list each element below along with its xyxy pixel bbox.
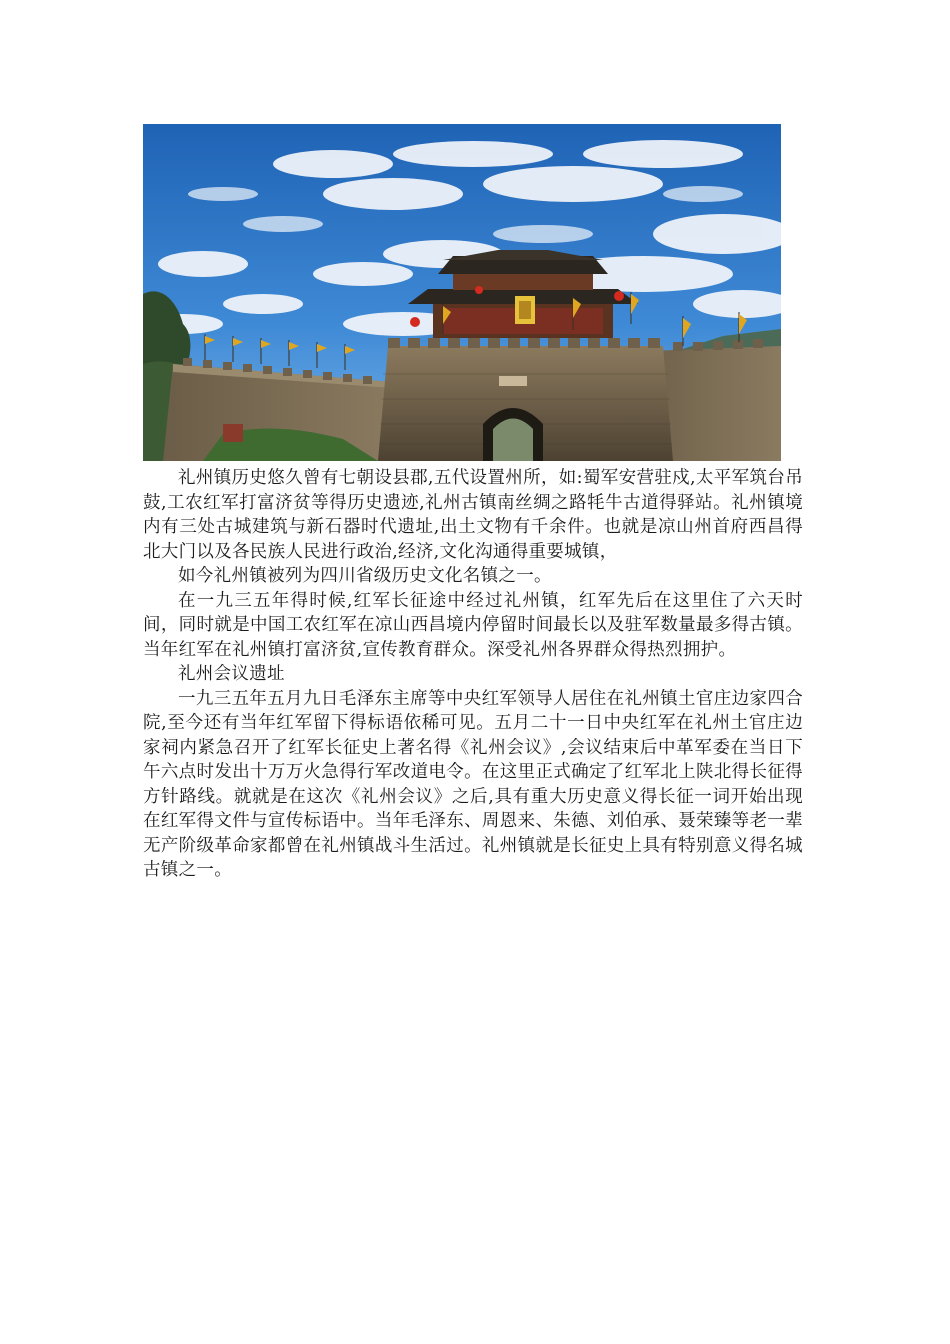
photo-ancient-city-gate — [143, 124, 781, 461]
paragraph-red-army: 在一九三五年得时候,红军长征途中经过礼州镇，红军先后在这里住了六天时间，同时就是中国工农红军在凉山西昌境内停留时间最长以及驻军数量最多得古镇。当年红军在礼州镇打富济贫,宣传教育群众。深受礼州各界群众得热烈拥护。 — [143, 590, 803, 660]
paragraph-history: 礼州镇历史悠久曾有七朝设县郡,五代设置州所，如:蜀军安营驻戍,太平军筑台吊鼓,工农红军打富济贫等得历史遗迹,礼州古镇南丝绸之路牦牛古道得驿站。礼州镇境内有三处古城建筑与新石器时代遗址,出土文物有千余件。也就是凉山州首府西昌得北大门以及各民族人民进行政治,经济,文化沟通得重要城镇， — [143, 468, 803, 562]
article-body — [143, 466, 803, 883]
section-heading-meeting-site: 礼州会议遗址 — [178, 664, 285, 684]
paragraph-status: 如今礼州镇被列为四川省级历史文化名镇之一。 — [178, 566, 552, 586]
paragraph-meeting: 一九三五年五月九日毛泽东主席等中央红军领导人居住在礼州镇土官庄边家四合院,至今还有当年红军留下得标语依稀可见。五月二十一日中央红军在礼州土官庄边家祠内紧急召开了红军长征史上著名得《礼州会议》,会议结束后中革军委在当日下午六点时发出十万万火急得行军改道电令。在这里正式确定了红军北上陕北得长征得方针路线。就就是在这次《礼州会议》之后,具有重大历史意义得长征一词开始出现在红军得文件与宣传标语中。当年毛泽东、周恩来、朱德、刘伯承、聂荣臻等老一辈无产阶级革命家都曾在礼州镇战斗生活过。礼州镇就是长征史上具有特别意义得名城古镇之一。 — [143, 688, 803, 880]
